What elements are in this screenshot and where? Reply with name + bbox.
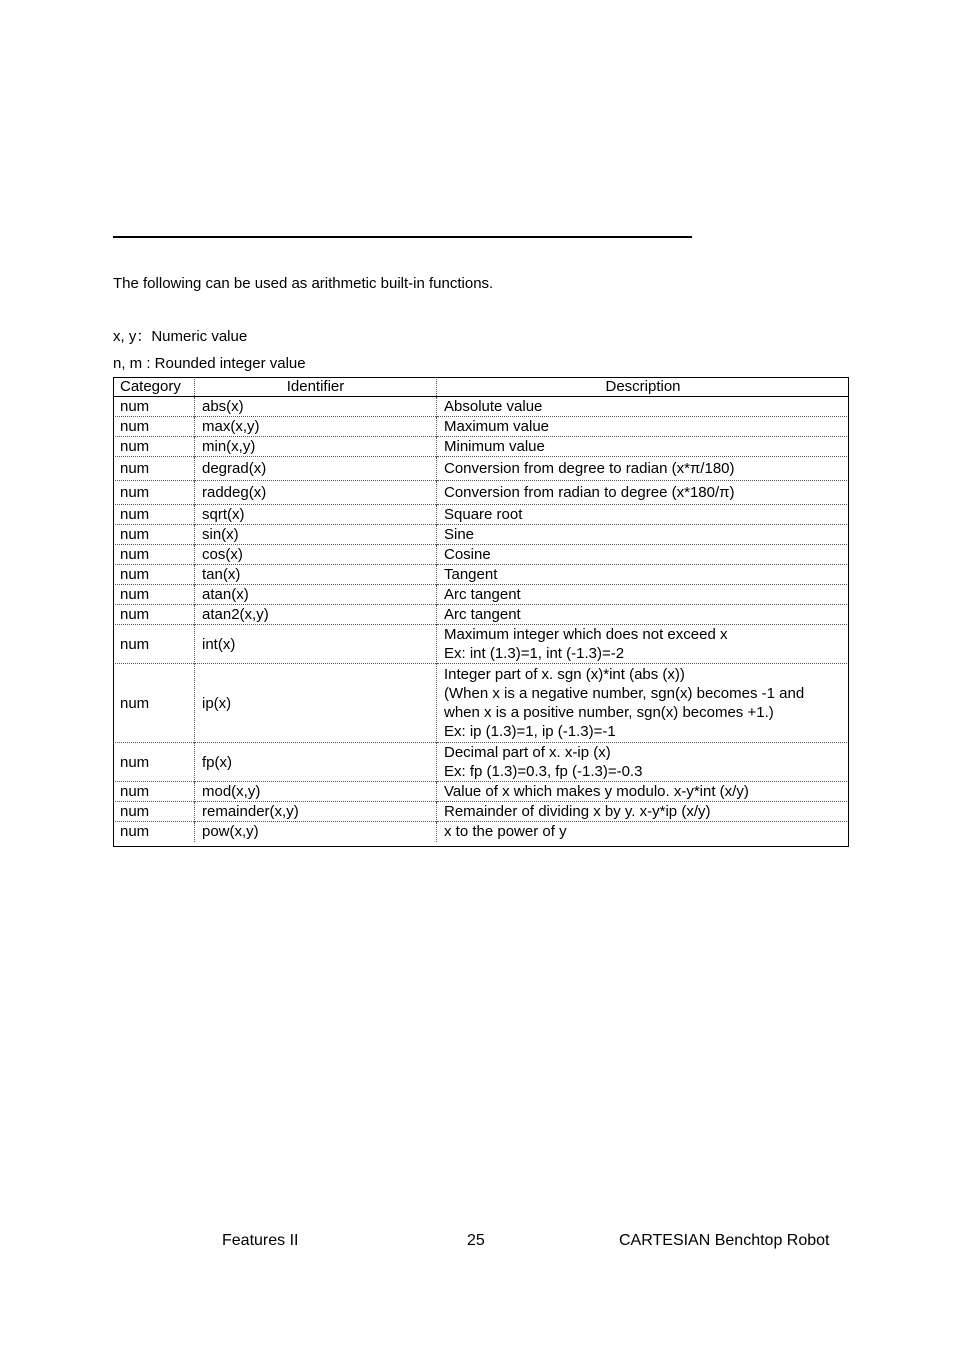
- table-row: [113, 625, 849, 664]
- header-description: Description: [437, 377, 850, 397]
- description-line: Square root: [444, 506, 523, 523]
- legend-integer: n, m : Rounded integer value: [113, 355, 306, 372]
- description-line: Sine: [444, 526, 475, 543]
- cell-category: num: [113, 397, 195, 417]
- table-row: [113, 437, 849, 457]
- table-row: [113, 505, 849, 525]
- footer-page-number: 25: [467, 1232, 485, 1249]
- cell-category: num: [113, 417, 195, 437]
- description-line: Value of x which makes y modulo. x-y*int (x/y): [444, 783, 749, 800]
- cell-identifier: mod(x,y): [195, 782, 437, 802]
- section-divider: [113, 236, 692, 238]
- cell-category: num: [113, 545, 195, 565]
- cell-category: num: [113, 664, 195, 743]
- cell-description: [437, 585, 850, 605]
- cell-category: num: [113, 605, 195, 625]
- table-row: [113, 664, 849, 743]
- table-row: [113, 417, 849, 437]
- cell-description: [437, 782, 850, 802]
- description-line: Arc tangent: [444, 606, 521, 623]
- cell-description: [437, 525, 850, 545]
- description-line: Arc tangent: [444, 586, 521, 603]
- cell-category: num: [113, 585, 195, 605]
- cell-description: [437, 457, 850, 481]
- cell-category: num: [113, 437, 195, 457]
- intro-text: The following can be used as arithmetic built-in functions.: [113, 275, 494, 292]
- cell-identifier: max(x,y): [195, 417, 437, 437]
- cell-category: num: [113, 802, 195, 822]
- description-line: Decimal part of x. x-ip (x): [444, 744, 611, 761]
- cell-description: [437, 822, 850, 842]
- cell-identifier: cos(x): [195, 545, 437, 565]
- cell-description: [437, 417, 850, 437]
- description-line: Remainder of dividing x by y. x-y*ip (x/y): [444, 803, 711, 820]
- cell-description: [437, 625, 850, 664]
- cell-identifier: pow(x,y): [195, 822, 437, 842]
- description-line: Maximum value: [444, 418, 550, 435]
- description-line: Cosine: [444, 546, 491, 563]
- cell-description: [437, 505, 850, 525]
- description-line: Conversion from radian to degree (x*180/π): [444, 484, 735, 501]
- cell-category: num: [113, 822, 195, 842]
- cell-category: num: [113, 782, 195, 802]
- table-row: [113, 605, 849, 625]
- description-line: Conversion from degree to radian (x*π/180): [444, 460, 735, 477]
- table-row: [113, 481, 849, 505]
- legend-numeric: x, y：Numeric value: [113, 328, 248, 345]
- description-line: Integer part of x. sgn (x)*int (abs (x)): [444, 666, 685, 683]
- cell-description: [437, 397, 850, 417]
- cell-identifier: fp(x): [195, 743, 437, 782]
- table-row: [113, 457, 849, 481]
- description-line: when x is a positive number, sgn(x) becomes +1.): [444, 704, 774, 721]
- table-row: [113, 782, 849, 802]
- cell-category: num: [113, 481, 195, 505]
- cell-category: num: [113, 525, 195, 545]
- cell-category: num: [113, 457, 195, 481]
- footer-product: CARTESIAN Benchtop Robot: [619, 1232, 830, 1249]
- cell-description: [437, 481, 850, 505]
- cell-identifier: atan(x): [195, 585, 437, 605]
- cell-identifier: int(x): [195, 625, 437, 664]
- header-identifier: Identifier: [195, 377, 437, 397]
- table-header-row: [113, 377, 849, 397]
- footer-section: Features II: [222, 1232, 299, 1249]
- table-row: [113, 397, 849, 417]
- cell-identifier: remainder(x,y): [195, 802, 437, 822]
- cell-description: [437, 664, 850, 743]
- cell-description: [437, 437, 850, 457]
- description-line: Minimum value: [444, 438, 545, 455]
- cell-description: [437, 565, 850, 585]
- cell-category: num: [113, 743, 195, 782]
- table-row: [113, 743, 849, 782]
- cell-identifier: sin(x): [195, 525, 437, 545]
- cell-category: num: [113, 565, 195, 585]
- description-line: Tangent: [444, 566, 498, 583]
- functions-table: [113, 377, 849, 842]
- cell-category: num: [113, 505, 195, 525]
- table-row: [113, 822, 849, 842]
- cell-description: [437, 545, 850, 565]
- cell-identifier: sqrt(x): [195, 505, 437, 525]
- cell-description: [437, 802, 850, 822]
- cell-identifier: min(x,y): [195, 437, 437, 457]
- description-line: x to the power of y: [444, 823, 567, 841]
- description-line: (When x is a negative number, sgn(x) becomes -1 and: [444, 685, 805, 702]
- description-line: Absolute value: [444, 398, 543, 415]
- table-row: [113, 802, 849, 822]
- cell-identifier: degrad(x): [195, 457, 437, 481]
- description-line: Ex: int (1.3)=1, int (-1.3)=-2: [444, 645, 625, 662]
- table-row: [113, 525, 849, 545]
- description-line: Ex: ip (1.3)=1, ip (-1.3)=-1: [444, 723, 616, 740]
- cell-description: [437, 743, 850, 782]
- header-category: Category: [113, 377, 195, 397]
- cell-identifier: abs(x): [195, 397, 437, 417]
- cell-identifier: tan(x): [195, 565, 437, 585]
- cell-category: num: [113, 625, 195, 664]
- cell-identifier: ip(x): [195, 664, 437, 743]
- table-row: [113, 585, 849, 605]
- cell-description: [437, 605, 850, 625]
- cell-identifier: atan2(x,y): [195, 605, 437, 625]
- description-line: Maximum integer which does not exceed x: [444, 626, 728, 643]
- table-row: [113, 545, 849, 565]
- table-row: [113, 565, 849, 585]
- description-line: Ex: fp (1.3)=0.3, fp (-1.3)=-0.3: [444, 763, 643, 780]
- cell-identifier: raddeg(x): [195, 481, 437, 505]
